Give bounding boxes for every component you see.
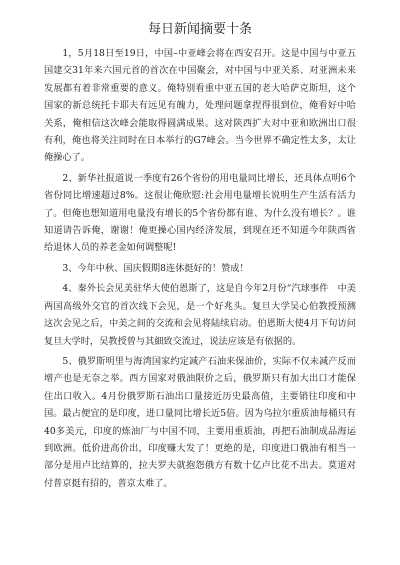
paragraph-2: 2、新华社报道说一季度有26个省份的用电量同比增长，还具体点明6个省份同比增速超过8%。这很让俺欣慰:社会用电量增长说明生产生活有活力了。但俺也想知道用电量没有增长的5个省份都有谁、为什么没有增长？。谁知道请告诉俺，谢谢！俺更操心国内经济发展，到现在还不知道今年陕西省给退休人员的养老金如何调整呢! — [44, 172, 356, 254]
paragraph-5: 5、俄罗斯明里与海湾国家约定减产石油来保油价，实际不仅未减产反而增产也是无奈之举。西方国家对俄油限价之后，俄罗斯只有加大出口才能保住出口收入。4月份俄罗斯石油出口量接近历史最高值，主要销往印度和中国。最占便宜的是印度，进口量同比增长近5倍。因为乌拉尔重质油每桶只有40多美元，印度的炼油厂与中国不同，主要用重质油，再把石油制成品海运到欧洲。低价进高价出，印度赚大发了！更绝的是，印度进口俄油有相当一部分是用卢比结算的，拉夫罗夫就抱怨俄方有数十亿卢比花不出去。莫道对付普京挺有招的，普京太难了。 — [44, 355, 356, 489]
paragraph-4: 4、秦外长会见美驻华大使伯恩斯了，这是自今年2月份“汽球事件 中美两国高级外交官的首次线下会见，是一个好兆头。复旦大学吴心伯教授预测这次会见之后，中美之间的交流和会见将陆续启动。伯恩斯大使4月下旬访问复旦大学时，吴教授曾与其細致交流过，说法应该是有依据的。 — [44, 283, 356, 347]
document-title: 每日新闻摘要十条 — [147, 22, 252, 37]
paragraph-1: 1，5月18日至19日，中国–中亚峰会将在西安召开。这是中国与中亚五国建交31年来六国元首的首次在中国聚会，对中国与中亚关系、对亚洲未来发展都有着非常重要的意义。俺特别看重中亚五国的老大哈萨克斯坦，这个国家的新总统托卡耶夫有远见有魄力，处理问题拿捏得很到位，俺看好中哈关系，俺相信这次峰会能取得圆满成果。这对陕西扩大对中亚和欧洲出口很有利，俺也将关注同时在日本举行的G7峰会。当今世界不确定性太多，太让俺操心了。 — [44, 48, 356, 164]
paragraph-3: 3、今年中秋、国庆假期8连休挺好的！赞成！ — [62, 262, 249, 274]
